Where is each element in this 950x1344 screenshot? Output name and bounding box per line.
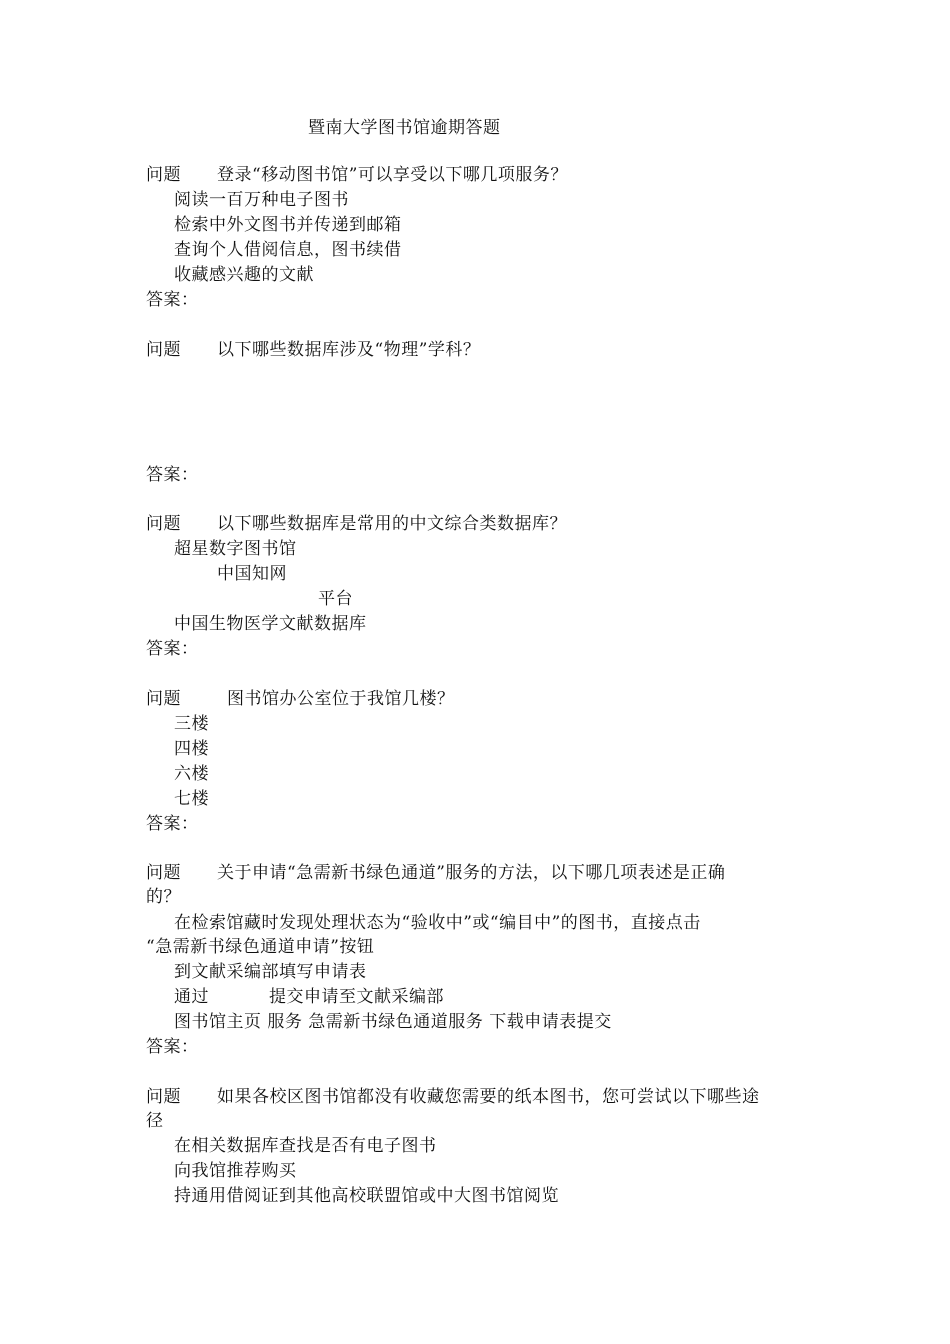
question-2-answer: 答案： xyxy=(146,465,199,485)
question-2-label: 问题 xyxy=(146,340,181,360)
question-6-text-line-1: 如果各校区图书馆都没有收藏您需要的纸本图书，您可尝试以下哪些途 xyxy=(217,1087,760,1107)
question-5-option-3-part-b: 提交申请至文献采编部 xyxy=(269,987,444,1007)
question-4-answer: 答案： xyxy=(146,814,199,834)
question-1-text: 登录“移动图书馆”可以享受以下哪几项服务？ xyxy=(217,165,568,185)
question-1-option-4: 收藏感兴趣的文献 xyxy=(174,265,314,285)
question-3-option-2: 中国知网 xyxy=(217,564,287,584)
question-3-label: 问题 xyxy=(146,514,181,534)
question-5-option-1-line-1: 在检索馆藏时发现处理状态为“验收中”或“编目中”的图书，直接点击 xyxy=(174,913,701,933)
question-4-option-3: 六楼 xyxy=(174,764,209,784)
question-4-option-4: 七楼 xyxy=(174,789,209,809)
question-2-text: 以下哪些数据库涉及“物理”学科？ xyxy=(217,340,481,360)
question-6-text-line-2: 径 xyxy=(146,1111,164,1131)
question-3-option-4: 中国生物医学文献数据库 xyxy=(174,614,367,634)
question-4-label: 问题 xyxy=(146,689,181,709)
question-3-option-3: 平台 xyxy=(318,589,353,609)
question-4-text: 图书馆办公室位于我馆几楼？ xyxy=(227,689,455,709)
question-4-option-1: 三楼 xyxy=(174,714,209,734)
question-6-option-3: 持通用借阅证到其他高校联盟馆或中大图书馆阅览 xyxy=(174,1186,559,1206)
question-5-option-2: 到文献采编部填写申请表 xyxy=(174,962,367,982)
question-1-option-3: 查询个人借阅信息，图书续借 xyxy=(174,240,402,260)
question-1-option-2: 检索中外文图书并传递到邮箱 xyxy=(174,215,402,235)
question-5-text-line-2: 的？ xyxy=(146,887,181,907)
question-6-option-1: 在相关数据库查找是否有电子图书 xyxy=(174,1136,437,1156)
document-title: 暨南大学图书馆逾期答题 xyxy=(308,118,501,138)
question-6-option-2: 向我馆推荐购买 xyxy=(174,1161,297,1181)
question-5-answer: 答案： xyxy=(146,1037,199,1057)
question-5-text-line-1: 关于申请“急需新书绿色通道”服务的方法，以下哪几项表述是正确 xyxy=(217,863,726,883)
question-1-answer: 答案： xyxy=(146,290,199,310)
question-3-option-1: 超星数字图书馆 xyxy=(174,539,297,559)
question-5-option-1-line-2: “急需新书绿色通道申请”按钮 xyxy=(146,937,375,957)
question-5-option-3-part-a: 通过 xyxy=(174,987,209,1007)
question-5-option-4: 图书馆主页 服务 急需新书绿色通道服务 下载申请表提交 xyxy=(174,1012,612,1032)
question-3-text: 以下哪些数据库是常用的中文综合类数据库？ xyxy=(217,514,567,534)
question-4-option-2: 四楼 xyxy=(174,739,209,759)
question-1-option-1: 阅读一百万种电子图书 xyxy=(174,190,349,210)
question-6-label: 问题 xyxy=(146,1087,181,1107)
question-3-answer: 答案： xyxy=(146,639,199,659)
question-1-label: 问题 xyxy=(146,165,181,185)
question-5-label: 问题 xyxy=(146,863,181,883)
